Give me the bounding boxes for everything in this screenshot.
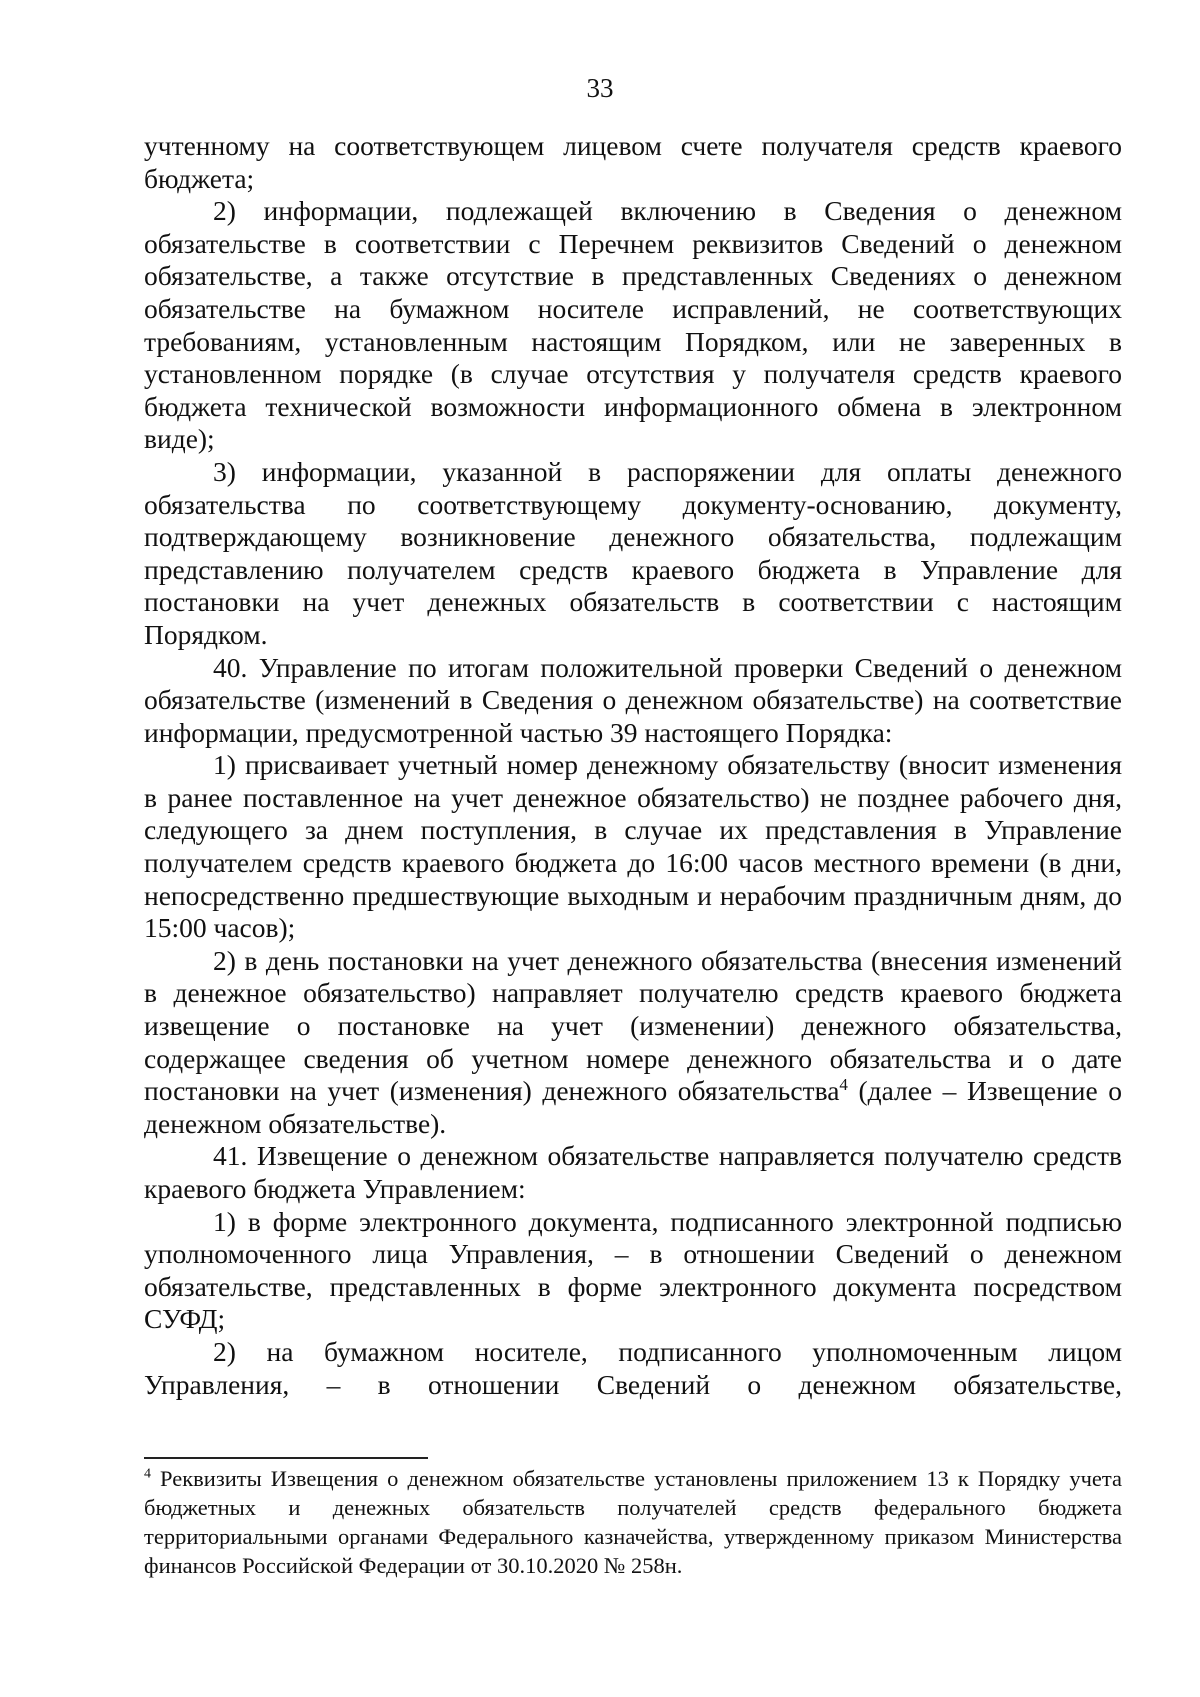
page-number: 33 xyxy=(586,73,614,103)
footnote-text: Реквизиты Извещения о денежном обязательстве установлены приложением 13 к Порядку учета бюджетных и денежных обязательств получателей средств федерального бюджета территориальными органами Федерального казначейства, утвержденному приказом Министерства финансов Российской Федерации от 30.10.2020 № 258н. xyxy=(144,1466,1122,1578)
paragraph: 40. Управление по итогам положительной проверки Сведений о денежном обязательстве (изменений в Сведения о денежном обязательстве) на соответствие информации, предусмотренной частью 39 настоящего Порядка: xyxy=(144,651,1122,748)
paragraph: 3) информации, указанной в распоряжении для оплаты денежного обязательства по соответствующему документу-основанию, документу, подтверждающему возникновение денежного обязательства, подлежащим представлению получателем средств краевого бюджета в Управление для постановки на учет денежных обязательств в соответствии с настоящим Порядком. xyxy=(144,455,1122,650)
paragraph: учтенному на соответствующем лицевом счете получателя средств краевого бюджета; xyxy=(144,130,1122,194)
paragraph: 2) информации, подлежащей включению в Сведения о денежном обязательстве в соответствии с Перечнем реквизитов Сведений о денежном обязательстве, а также отсутствие в представленных Сведениях о денежном обязательстве на бумажном носителе исправлений, не соответствующих требованиям, установленным настоящим Порядком, или не заверенных в установленном порядке (в случае отсутствия у получателя средств краевого бюджета технической возможности информационного обмена в электронном виде); xyxy=(144,195,1122,455)
footnote xyxy=(144,1464,1122,1580)
paragraph: 2) на бумажном носителе, подписанного уполномоченным лицом Управления, – в отношении Сведений о денежном обязательстве, xyxy=(144,1335,1122,1400)
paragraph: 41. Извещение о денежном обязательстве направляется получателю средств краевого бюджета Управлением: xyxy=(144,1140,1122,1204)
paragraph: 1) в форме электронного документа, подписанного электронной подписью уполномоченного лица Управления, – в отношении Сведений о денежном обязательстве, представленных в форме электронного документа посредством СУФД; xyxy=(144,1205,1122,1335)
footnote-separator xyxy=(144,1457,428,1459)
paragraph-with-footnote xyxy=(144,945,1122,1141)
paragraph-text: 2) в день постановки на учет денежного обязательства (внесения изменений в денежное обязательство) направляет получателю средств краевого бюджета извещение о постановке на учет (изменении) денежного обязательства, содержащее сведения об учетном номере денежного обязательства и о дате постановки на учет (изменения) денежного обязательства xyxy=(144,944,1122,1107)
paragraph-text: (далее – Извещение о денежном обязательстве). xyxy=(144,1075,1122,1139)
footnote-reference: 4 xyxy=(839,1075,848,1095)
footnote-mark: 4 xyxy=(144,1466,151,1482)
body-text xyxy=(144,130,1122,1401)
paragraph: 1) присваивает учетный номер денежному обязательству (вносит изменения в ранее поставленное на учет денежное обязательство) не позднее рабочего дня, следующего за днем поступления, в случае их представления в Управление получателем средств краевого бюджета до 16:00 часов местного времени (в дни, непосредственно предшествующие выходным и нерабочим праздничным дням, до 15:00 часов); xyxy=(144,749,1122,944)
